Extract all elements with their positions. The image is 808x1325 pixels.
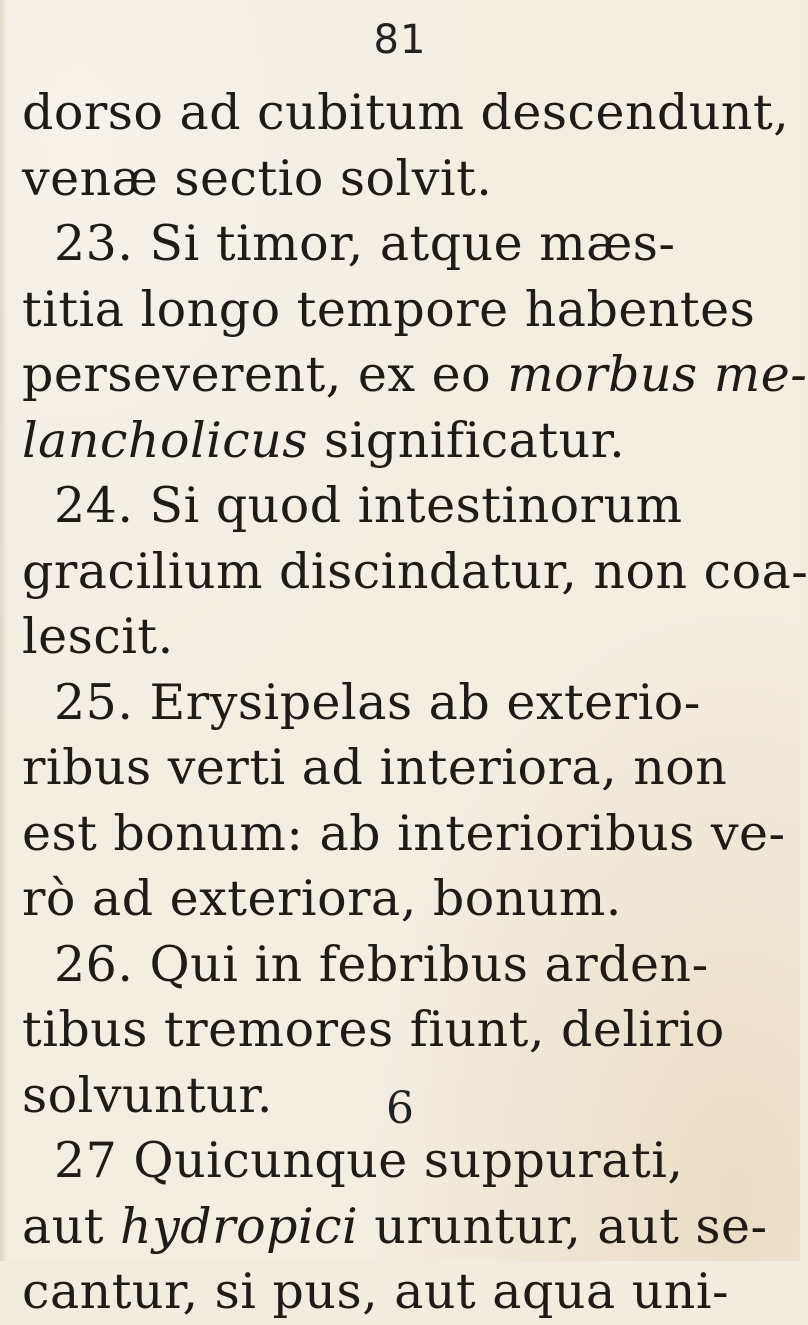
text-line: dorso ad cubitum descendunt,	[22, 84, 790, 141]
signature-mark: 6	[386, 1083, 414, 1134]
text-line: ribus verti ad interiora, non	[22, 739, 728, 796]
aphorism-27-start: 27 Quicunque suppurati,	[54, 1132, 684, 1189]
aphorism-24-start: 24. Si quod intestinorum	[54, 477, 683, 534]
text-line: aut hydropici uruntur, aut se-	[22, 1197, 768, 1255]
text-line: lancholicus significatur.	[22, 411, 626, 469]
body-text	[22, 80, 808, 1325]
page-gutter-shadow	[0, 0, 8, 1261]
text-line: titia longo tempore habentes	[22, 280, 756, 338]
text-line: tibus tremores fiunt, delirio	[22, 1001, 725, 1058]
aphorism-26-start: 26. Qui in febribus arden-	[54, 935, 709, 993]
aphorism-25-start: 25. Erysipelas ab exterio-	[54, 673, 701, 731]
text-line: perseverent, ex eo morbus me-	[22, 346, 808, 403]
text-line: solvuntur.	[22, 1066, 273, 1124]
text-line: lescit.	[22, 608, 174, 665]
aphorism-23-start: 23. Si timor, atque mæs-	[54, 215, 676, 272]
page-number: 81	[373, 17, 427, 63]
text-line: gracilium discindatur, non coa-	[22, 542, 808, 600]
text-line: rò ad exteriora, bonum.	[22, 870, 622, 927]
text-line: est bonum: ab interioribus ve-	[22, 804, 786, 862]
text-line: venæ sectio solvit.	[22, 149, 493, 207]
text-line: cantur, si pus, aut aqua uni-	[22, 1263, 730, 1320]
